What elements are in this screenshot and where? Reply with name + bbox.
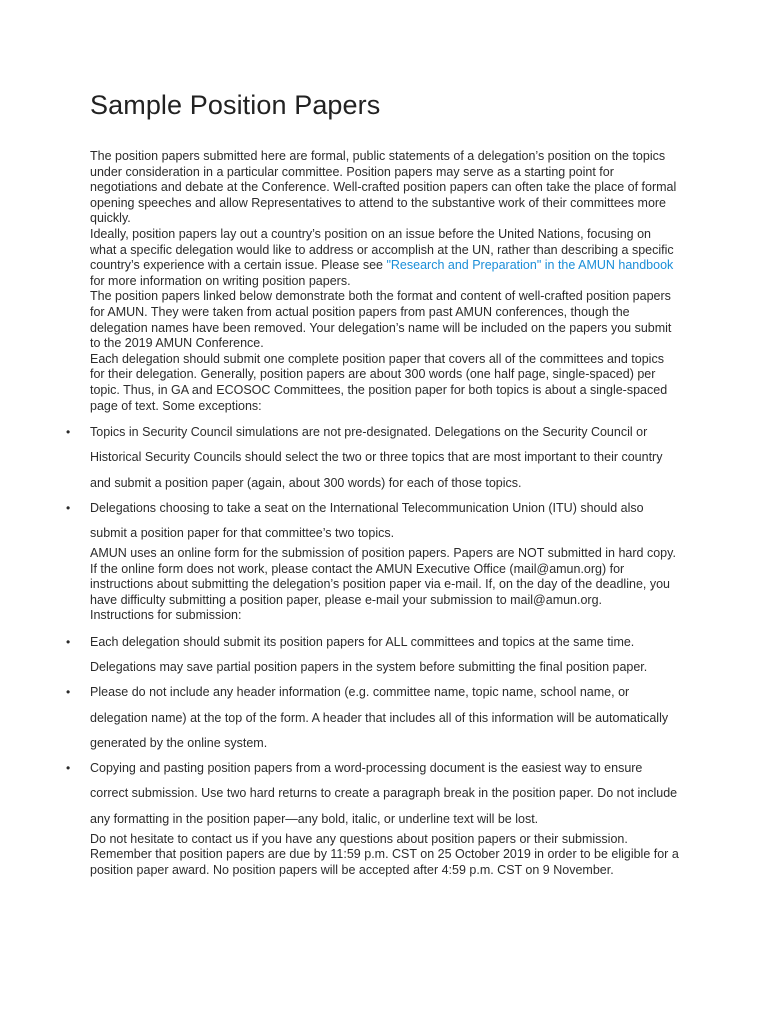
paragraph-ideally-text: Ideally, position papers lay out a country’s position on an issue before the United Nations, focusing on what a specific delegation would like to address or accomplish at the UN, rather than describing a specific country’s experience with a certain issue. Please see [90,226,674,273]
bullet-icon: • [66,500,71,515]
list-item [62,420,680,496]
bullet-icon: • [66,425,71,440]
instructions-list [62,630,680,832]
bullet-icon: • [66,635,71,650]
paragraph-deadline: Remember that position papers are due by 11:59 p.m. CST on 25 October 2019 in order to be eligible for a position paper award. No position papers will be accepted after 4:59 p.m. CST on 9 November. [90,847,679,877]
paragraph-contact: Do not hesitate to contact us if you have any questions about position papers or their submission. [90,831,628,846]
bullet-icon: • [66,761,71,776]
paragraph-online-form: AMUN uses an online form for the submission of position papers. Papers are NOT submitted in hard copy. If the online form does not work, please contact the AMUN Executive Office (mail@amun.org) for instructions about submitting the delegation’s position paper via e-mail. If, on the day of the deadline, you have difficulty submitting a position paper, please e-mail your submission to mail@amun.org. [90,546,676,607]
exceptions-list [62,420,680,546]
list-item [62,630,680,680]
paragraph-ideally [90,227,680,289]
list-item [62,680,680,756]
page-title: Sample Position Papers [90,90,381,120]
paragraph-each-delegation: Each delegation should submit one complete position paper that covers all of the committees and topics for their delegation. Generally, position papers are about 300 words (one half page, single-spaced) per topic. Thus, in GA and ECOSOC Committees, the position paper for both topics is about a single-spaced page of text. Some exceptions: [90,351,668,413]
list-item-text: Each delegation should submit its position papers for ALL committees and topics at the same time. Delegations may save partial position papers in the system before submitting the final position paper. [90,635,648,675]
list-item-text: Copying and pasting position papers from a word-processing document is the easiest way to ensure correct submission. Use two hard returns to create a paragraph break in the position paper. Do not include any formatting in the position paper—any bold, italic, or underline text will be lost. [90,761,678,826]
list-item [62,496,680,546]
list-item [62,756,680,832]
paragraph-linked-papers: The position papers linked below demonstrate both the format and content of well-crafted position papers for AMUN. They were taken from actual position papers from past AMUN conferences, though the delegation names have been removed. Your delegation’s name will be included on the papers you submit to the 2019 AMUN Conference. [90,289,672,351]
paragraph-ideally-tail: for more information on writing position papers. [90,273,351,288]
document-page [66,90,680,878]
paragraph-intro: The position papers submitted here are formal, public statements of a delegation’s position on the topics under consideration in a particular committee. Position papers may serve as a starting point for negotiations and debate at the Conference. Well-crafted position papers can often take the place of formal opening speeches and allow Representatives to attend to the substantive work of their committees more quickly. [90,149,677,226]
bullet-icon: • [66,685,71,700]
list-item-text: Delegations choosing to take a seat on the International Telecommunication Union (ITU) should also submit a position paper for that committee’s two topics. [90,500,644,540]
list-item-text: Please do not include any header information (e.g. committee name, topic name, school name, or delegation name) at the top of the form. A header that includes all of this information will be automatically generated by the online system. [90,685,669,750]
amun-handbook-link[interactable]: "Research and Preparation" in the AMUN handbook [386,258,674,273]
paragraph-instructions-heading: Instructions for submission: [90,608,242,623]
list-item-text: Topics in Security Council simulations are not pre-designated. Delegations on the Security Council or Historical Security Councils should select the two or three topics that are most important to their country and submit a position paper (again, about 300 words) for each of those topics. [90,425,663,490]
